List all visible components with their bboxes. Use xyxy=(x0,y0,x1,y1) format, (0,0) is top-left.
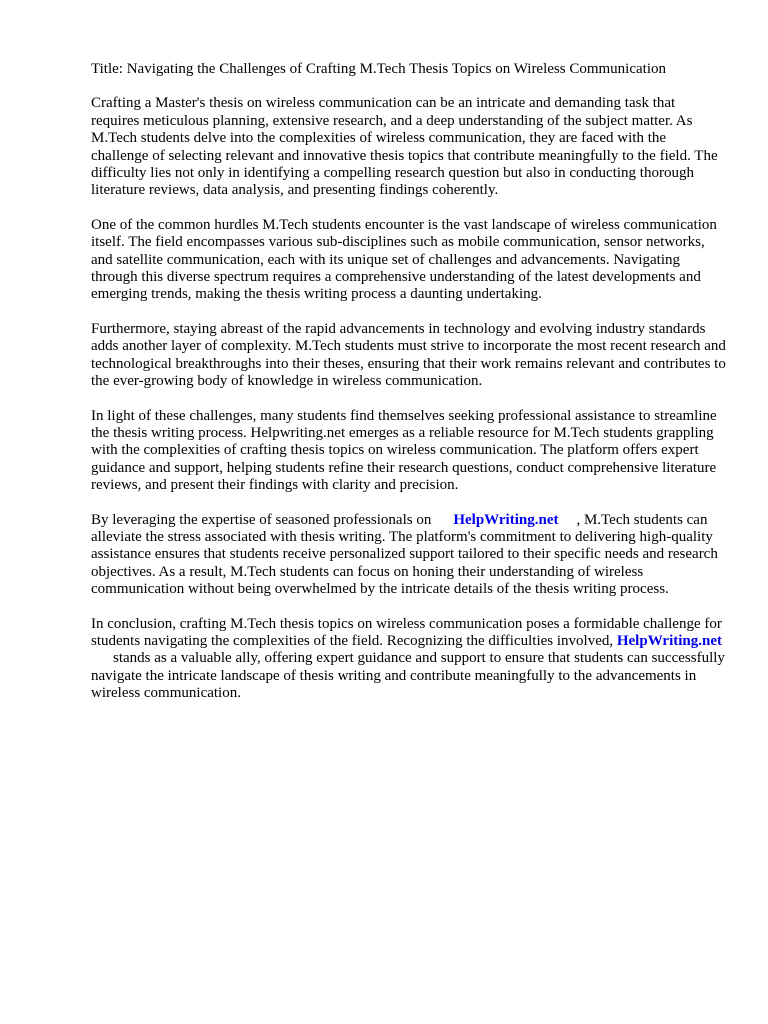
paragraph-advancements: Furthermore, staying abreast of the rapid advancements in technology and evolving industry standards adds another layer of complexity. M.Tech students must strive to incorporate the most recent research and technological breakthroughs into their theses, ensuring that their work remains relevant and contributes to the ever-growing body of knowledge in wireless communication. xyxy=(91,320,726,390)
document-page xyxy=(91,61,727,720)
paragraph-conclusion xyxy=(91,616,727,703)
paragraph-intro: Crafting a Master's thesis on wireless communication can be an intricate and demanding task that requires meticulous planning, extensive research, and a deep understanding of the subject matter. As M.Tech students delve into the complexities of wireless communication, they are faced with the challenge of selecting relevant and innovative thesis topics that contribute meaningfully to the field. The difficulty lies not only in identifying a compelling research question but also in conducting thorough literature reviews, data analysis, and presenting findings coherently. xyxy=(91,95,718,199)
document-title: Title: Navigating the Challenges of Crafting M.Tech Thesis Topics on Wireless Communication xyxy=(91,61,667,77)
paragraph-leveraging-text-start: By leveraging the expertise of seasoned professionals on xyxy=(91,511,432,528)
helpwriting-link-conclusion[interactable]: HelpWriting.net xyxy=(616,632,722,649)
paragraph-leveraging xyxy=(91,512,727,599)
paragraph-conclusion-text-end: stands as a valuable ally, offering expert guidance and support to ensure that students can successfully navigate the intricate landscape of thesis writing and contribute meaningfully to the advancements in wireless communication. xyxy=(91,650,725,702)
paragraph-hurdles: One of the common hurdles M.Tech students encounter is the vast landscape of wireless communication itself. The field encompasses various sub-disciplines such as mobile communication, sensor networks, and satellite communication, each with its unique set of challenges and advancements. Navigating through this diverse spectrum requires a comprehensive understanding of the latest developments and emerging trends, making the thesis writing process a daunting undertaking. xyxy=(91,216,717,303)
helpwriting-link[interactable]: HelpWriting.net xyxy=(453,511,559,528)
paragraph-assistance: In light of these challenges, many students find themselves seeking professional assistance to streamline the thesis writing process. Helpwriting.net emerges as a reliable resource for M.Tech students grappling with the complexities of crafting thesis topics on wireless communication. The platform offers expert guidance and support, helping students refine their research questions, conduct comprehensive literature reviews, and present their findings with clarity and precision. xyxy=(91,407,717,494)
paragraph-leveraging-text-end: , M.Tech students can alleviate the stress associated with thesis writing. The platform's commitment to delivering high-quality assistance ensures that students receive personalized support tailored to their specific needs and research objectives. As a result, M.Tech students can focus on honing their understanding of wireless communication without being overwhelmed by the intricate details of the thesis writing process. xyxy=(91,511,718,598)
paragraph-conclusion-text-start: In conclusion, crafting M.Tech thesis topics on wireless communication poses a formidable challenge for students navigating the complexities of the field. Recognizing the difficulties involved, xyxy=(91,615,722,649)
